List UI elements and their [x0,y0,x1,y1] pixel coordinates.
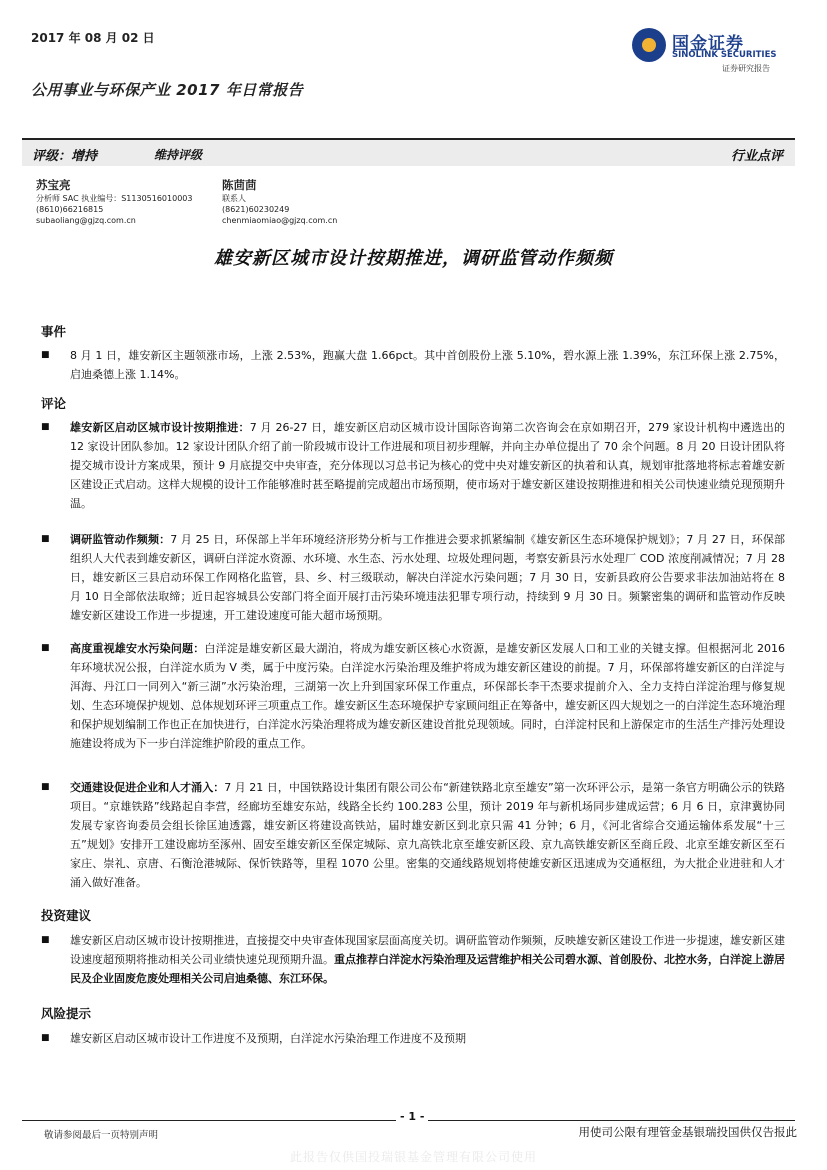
report-headline: 雄安新区城市设计按期推进，调研监管动作频频 [214,248,613,269]
list-item [41,346,785,384]
analyst-card [222,178,337,226]
company-logo [632,26,792,78]
section-heading-risk: 风险提示 [41,1006,92,1021]
comment-text [70,530,785,625]
page-number: - 1 - [396,1110,428,1123]
list-item [41,639,785,753]
comment-body: 7 月 21 日，中国铁路设计集团有限公司公布“新建铁路北京至雄安”第一次环评公示，是第一条官方明确公示的铁路项目。“京雄铁路”线路起自李营，经廊坊至雄安东站，线路全长约 100.283 公里，预计 2019 年与新机场同步建成运营；6 月 6 日，京津冀协同发展专家咨询委员会组长徐匡迪透露，雄安新区将建设高铁站，届时雄安新区到北京只需 41 分钟；6 月，《河北省综合交通运输体系发展“十三五”规划》安排开工建设廊坊至涿州、固安至雄安新区至保定城际、京九高铁北京至雄安新区段、京九高铁雄安新区至商丘段、北京至雄安新区至石家庄、崇礼、京唐、石衡沧港城际、保忻铁路等，里程 1070 公里。密集的交通线路规划将使雄安新区迅速成为交通枢纽，为大批企业进驻和人才涌入做好准备。 [70,781,785,889]
comment-body: 7 月 26-27 日，雄安新区启动区城市设计国际咨询第二次咨询会在京如期召开，279 家设计机构中遴选出的 12 家设计团队参加。12 家设计团队介绍了前一阶段城市设计工作进展和项目初步理解，并向主办单位提出了 70 余个问题。8 月 20 日设计团队将提交城市设计方案成果，预计 9 月底提交中央审查，充分体现以习总书记为核心的党中央对雄安新区的执着和认真，规划审批落地将标志着雄安新区建设正式启动。这样大规模的设计工作能够准时甚至略提前完成超出市场预期，使市场对于雄安新区建设按期推进和相关公司快速业绩兑现预期升温。 [70,421,785,510]
analyst-card [36,178,192,226]
list-item [41,418,785,513]
analyst-name: 苏宝亮 [36,178,71,192]
risk-text: 雄安新区启动区城市设计工作进度不及预期，白洋淀水污染治理工作进度不及预期 [70,1032,466,1045]
logo-chinese-name: 国金证券 [672,34,744,54]
section-heading-events: 事件 [41,324,67,339]
investment-body: 雄安新区启动区城市设计按期推进，直接提交中央审查体现国家层面高度关切。调研监管动作频频，反映雄安新区建设工作进一步提速，雄安新区建设速度超预期将推动相关公司业绩快速兑现预期升温。 [70,934,785,966]
footer-notice: 用使司公限有理管金基银瑞投国供仅告报此 [578,1125,797,1139]
rating-label: 评级：增持 [32,149,98,164]
comment-lead: 雄安新区启动区城市设计按期推进： [70,421,250,434]
comment-text [70,639,785,753]
analyst-role: 分析师 SAC 执业编号：S1130516010003 [36,194,193,203]
comment-body: 7 月 25 日，环保部上半年环境经济形势分析与工作推进会要求抓紧编制《雄安新区生态环境保护规划》；7 月 27 日，环保部组织人大代表到雄安新区，调研白洋淀水资源、水环境、水生态、污水处理、垃圾处理问题，考察安新县污水处理厂 COD 浓度削减情况；7 月 28 日，雄安新区三县启动环保工作网格化监管，县、乡、村三级联动，解决白洋淀水污染问题；7 月 30 日，安新县政府公告要求非法加油站将在 8 月 10 日全部依法取缔；近日起容城县公安部门将全面开展打击污染环境违法犯罪专项行动，持续到 9 月 30 日。频繁密集的调研和监管动作反映雄安新区建设工作进一步提速，开工建设速度可能大超市场预期。 [70,533,785,622]
list-item [41,931,785,988]
analyst-role: 联系人 [222,194,246,203]
analyst-email[interactable]: chenmiaomiao@gjzq.com.cn [222,216,338,225]
logo-english-name: SINOLINK SECURITIES [672,50,777,60]
comment-body: 白洋淀是雄安新区最大湖泊，将成为雄安新区核心水资源，是雄安新区发展人口和工业的关键支撑。但根据河北 2016 年环境状况公报，白洋淀水质为 V 类，属于中度污染。白洋淀水污染治理及维护将成为雄安新区建设的前提。7 月，环保部将雄安新区的白洋淀与洱海、丹江口一同列入“新三湖”水污染治理，三湖第一次上升到国家环保工作重点，环保部长李干杰要求提前介入、全力支持白洋淀治理与修复规划、生态环境保护规划、总体规划环评三项重点工作。雄安新区生态环境保护专家顾问组正在筹备中，雄安新区四大规划之一的白洋淀生态环境治理和保护规划编制工作也正在加快进行，白洋淀水污染治理将成为雄安新区建设首批兑现领域。同时，白洋淀村民和上游保定市的生活生产排污处理设施建设将成为下一步白洋淀维护阶段的重点工作。 [70,642,785,750]
section-heading-investment: 投资建议 [41,908,92,923]
comment-text [70,418,785,513]
report-series-title: 公用事业与环保产业 2017 年日常报告 [31,81,304,99]
report-type: 行业点评 [730,149,783,164]
footer-disclaimer: 敬请参阅最后一页特别声明 [44,1130,159,1141]
comment-lead: 交通建设促进企业和人才涌入： [70,781,225,794]
comment-lead: 调研监管动作频频： [70,533,171,546]
bullet-icon: ■ [41,350,50,360]
rating-bar [22,138,795,166]
event-text: 8 月 1 日，雄安新区主题领涨市场，上涨 2.53%，跑赢大盘 1.66pct。其中首创股份上涨 5.10%，碧水源上涨 1.39%，东江环保上涨 2.75%，启迪桑德上涨 1.14%。 [70,349,785,381]
rating-status: 维持评级 [154,148,203,162]
logo-subtitle: 证券研究报告 [722,64,770,73]
logo-emblem-icon [632,28,666,62]
bullet-icon: ■ [41,422,50,432]
investment-highlight: 重点推荐白洋淀水污染治理及运营维护相关公司碧水源、首创股份、北控水务，白洋淀上游居民及企业固废危废处理相关公司启迪桑德、东江环保。 [70,953,785,985]
analyst-name: 陈茴茴 [222,178,257,192]
report-date: 2017 年 08 月 02 日 [31,31,155,45]
comment-text [70,778,785,892]
investment-text [70,931,785,988]
footer-watermark: 此报告仅供国投瑞银基金管理有限公司使用 [289,1150,537,1164]
bullet-icon: ■ [41,782,50,792]
bullet-icon: ■ [41,643,50,653]
section-heading-comments: 评论 [41,396,67,411]
list-item [41,530,785,625]
list-item [41,778,785,892]
bullet-icon: ■ [41,1033,50,1043]
analyst-phone: (8621)60230249 [222,205,290,214]
analyst-phone: (8610)66216815 [36,205,104,214]
bullet-icon: ■ [41,534,50,544]
bullet-icon: ■ [41,935,50,945]
analyst-email[interactable]: subaoliang@gjzq.com.cn [36,216,136,225]
list-item [41,1029,785,1048]
comment-lead: 高度重视雄安水污染问题： [70,642,205,655]
